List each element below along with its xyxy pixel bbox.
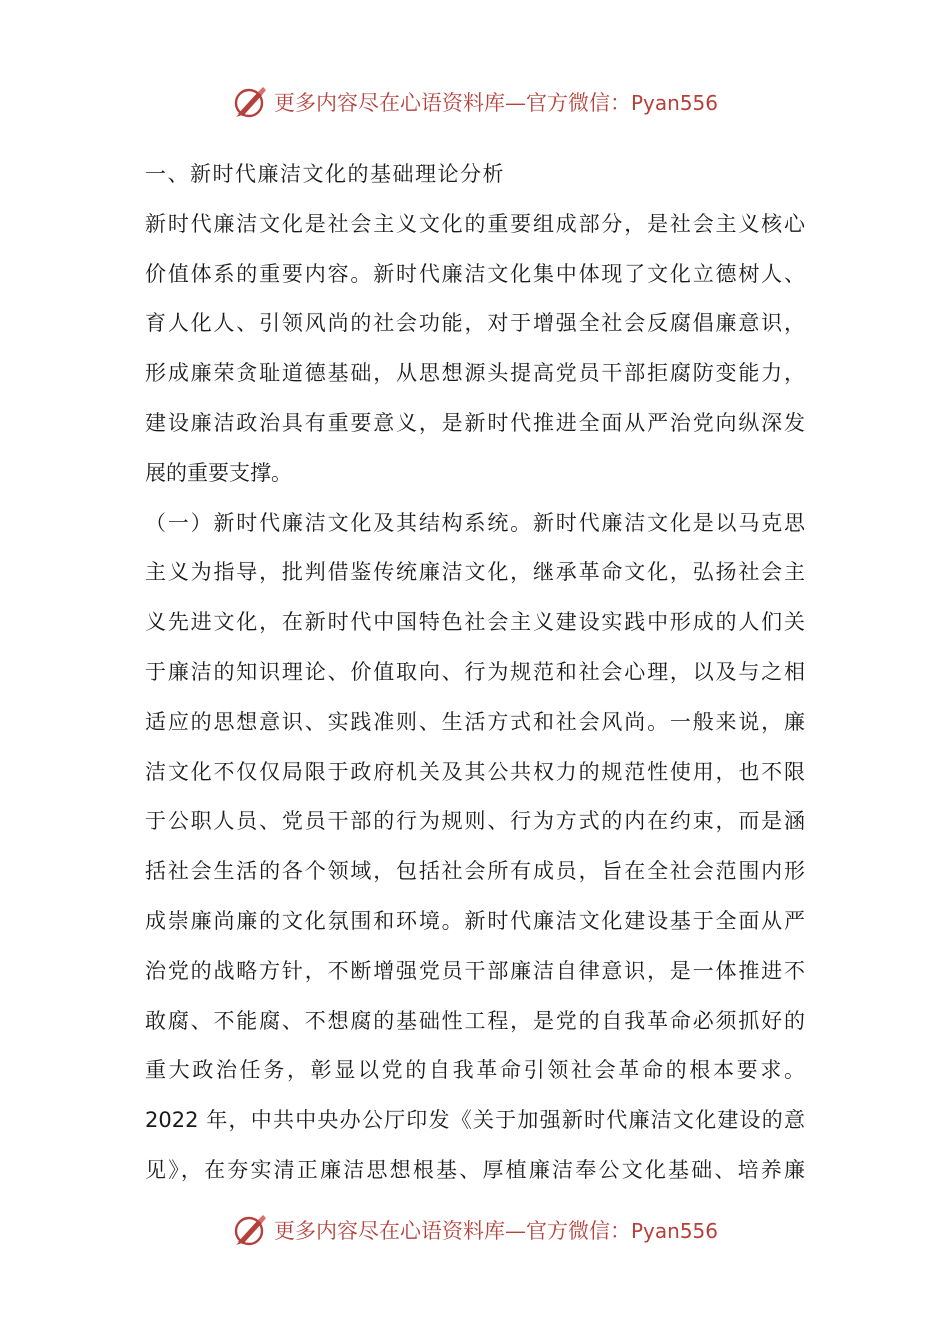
- pen-logo-icon: [232, 1212, 268, 1248]
- paragraph-line: 主义为指导，批判借鉴传统廉洁文化，继承革命文化，弘扬社会主: [145, 560, 805, 585]
- paragraph-line: 治党的战略方针，不断增强党员干部廉洁自律意识，是一体推进不: [145, 958, 805, 983]
- watermark-wechat-id: Pyan556: [630, 1219, 718, 1243]
- paragraph-line: 于廉洁的知识理论、价值取向、行为规范和社会心理，以及与之相: [145, 659, 805, 684]
- paragraph-line: 洁文化不仅仅局限于政府机关及其公共权力的规范性使用，也不限: [145, 759, 805, 784]
- paragraph-line: 新时代廉洁文化是社会主义文化的重要组成部分，是社会主义核心: [145, 211, 805, 236]
- paragraph-line: 重大政治任务，彰显以党的自我革命引领社会革命的根本要求。: [145, 1058, 805, 1083]
- paragraph-line: 形成廉荣贪耻道德基础，从思想源头提高党员干部拒腐防变能力，: [145, 361, 805, 386]
- watermark-text: [274, 87, 718, 117]
- paragraph-line: 义先进文化，在新时代中国特色社会主义建设实践中形成的人们关: [145, 610, 805, 635]
- document-body: [145, 150, 805, 1196]
- footer-watermark-banner: [0, 1210, 950, 1250]
- paragraph-line: 展的重要支撑。: [145, 460, 292, 485]
- section-heading: 一、新时代廉洁文化的基础理论分析: [145, 162, 505, 186]
- paragraph-line: 成崇廉尚廉的文化氛围和环境。新时代廉洁文化建设基于全面从严: [145, 908, 805, 933]
- watermark-text-cn: 更多内容尽在心语资料库—官方微信：: [273, 1219, 631, 1243]
- paragraph-line: 育人化人、引领风尚的社会功能，对于增强全社会反腐倡廉意识，: [145, 311, 805, 336]
- watermark-text: [274, 1215, 718, 1245]
- paragraph-line: 适应的思想意识、实践准则、生活方式和社会风尚。一般来说，廉: [145, 709, 805, 734]
- paragraph-line: 于公职人员、党员干部的行为规则、行为方式的内在约束，而是涵: [145, 809, 805, 834]
- paragraph-line: 2022 年，中共中央办公厅印发《关于加强新时代廉洁文化建设的意: [145, 1108, 805, 1133]
- paragraph-line: 敢腐、不能腐、不想腐的基础性工程，是党的自我革命必须抓好的: [145, 1008, 805, 1033]
- paragraph-line: 建设廉洁政治具有重要意义，是新时代推进全面从严治党向纵深发: [145, 410, 805, 435]
- paragraph-line: 括社会生活的各个领域，包括社会所有成员，旨在全社会范围内形: [145, 859, 805, 884]
- paragraph-line: 见》，在夯实清正廉洁思想根基、厚植廉洁奉公文化基础、培养廉: [145, 1157, 805, 1182]
- watermark-text-cn: 更多内容尽在心语资料库—官方微信：: [273, 91, 631, 115]
- paragraph-line: （一）新时代廉洁文化及其结构系统。新时代廉洁文化是以马克思: [145, 510, 805, 535]
- pen-logo-icon: [232, 84, 268, 120]
- watermark-wechat-id: Pyan556: [630, 91, 718, 115]
- header-watermark-banner: [0, 82, 950, 122]
- paragraph-line: 价值体系的重要内容。新时代廉洁文化集中体现了文化立德树人、: [145, 261, 805, 286]
